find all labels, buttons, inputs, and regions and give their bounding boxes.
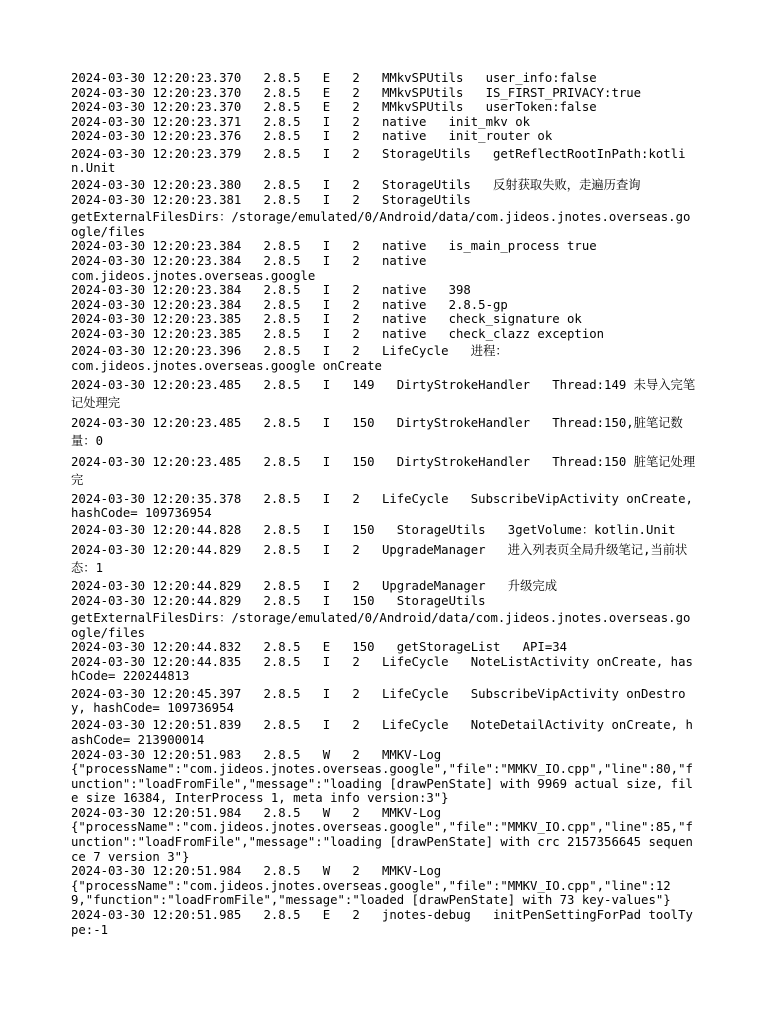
log-line: 2024-03-30 12:20:23.384 2.8.5 I 2 native 2.8.5-gp (71, 297, 508, 312)
log-line-continuation: getExternalFilesDirs：/storage/emulated/0/Android/data/com.jideos.jnotes.overseas.google/files (71, 610, 691, 640)
log-line-continuation: {"processName":"com.jideos.jnotes.overseas.google","file":"MMKV_IO.cpp","line":85,"function":"loadFromFile","message":"loading [drawPenState] with crc 2157356645 sequence 7 version 3"} (71, 820, 693, 864)
log-line: 2024-03-30 12:20:23.385 2.8.5 I 2 native check_signature ok (71, 312, 582, 327)
log-line: 2024-03-30 12:20:23.371 2.8.5 I 2 native init_mkv ok (71, 114, 531, 129)
log-line-continuation: {"processName":"com.jideos.jnotes.overseas.google","file":"MMKV_IO.cpp","line":129,"function":"loadFromFile","message":"loaded [drawPenState] with 73 key-values"} (71, 878, 671, 908)
log-line: 2024-03-30 12:20:44.828 2.8.5 I 150 StorageUtils 3getVolume：kotlin.Unit (71, 523, 676, 538)
log-line: 2024-03-30 12:20:44.829 2.8.5 I 150 StorageUtils (71, 593, 486, 608)
log-line: 2024-03-30 12:20:23.385 2.8.5 I 2 native check_clazz exception (71, 326, 605, 341)
log-line: 2024-03-30 12:20:51.984 2.8.5 W 2 MMKV-Log (71, 805, 442, 820)
log-line: 2024-03-30 12:20:23.384 2.8.5 I 2 native 398 (71, 283, 471, 298)
log-line: 2024-03-30 12:20:23.485 2.8.5 I 150 DirtyStrokeHandler Thread:150 脏笔记处理完 (71, 455, 696, 488)
log-line-continuation: {"processName":"com.jideos.jnotes.overseas.google","file":"MMKV_IO.cpp","line":80,"function":"loadFromFile","message":"loading [drawPenState] with 9969 actual size, file size 16384, InterProcess 1, meta info version:3"} (71, 762, 693, 806)
log-line: 2024-03-30 12:20:35.378 2.8.5 I 2 LifeCycle SubscribeVipActivity onCreate, hashCode= 109736954 (71, 491, 701, 521)
log-line: 2024-03-30 12:20:23.381 2.8.5 I 2 StorageUtils (71, 192, 471, 207)
log-line: 2024-03-30 12:20:51.984 2.8.5 W 2 MMKV-Log (71, 864, 442, 879)
log-line: 2024-03-30 12:20:45.397 2.8.5 I 2 LifeCycle SubscribeVipActivity onDestroy, hashCode= 109736954 (71, 686, 686, 716)
log-line: 2024-03-30 12:20:23.384 2.8.5 I 2 native is_main_process true (71, 239, 597, 254)
log-line: 2024-03-30 12:20:44.829 2.8.5 I 2 UpgradeManager 进入列表页全局升级笔记,当前状态：1 (71, 542, 688, 575)
log-line: 2024-03-30 12:20:23.380 2.8.5 I 2 StorageUtils 反射获取失败，走遍历查询 (71, 178, 641, 193)
log-line: 2024-03-30 12:20:23.396 2.8.5 I 2 LifeCycle 进程： (71, 344, 508, 359)
log-line: 2024-03-30 12:20:23.485 2.8.5 I 150 DirtyStrokeHandler Thread:150,脏笔记数量：0 (71, 416, 683, 449)
log-line-continuation: com.jideos.jnotes.overseas.google (71, 268, 316, 283)
log-line: 2024-03-30 12:20:23.370 2.8.5 E 2 MMkvSPUtils userToken:false (71, 100, 597, 115)
log-line: 2024-03-30 12:20:23.370 2.8.5 E 2 MMkvSPUtils user_info:false (71, 71, 597, 85)
log-line: 2024-03-30 12:20:51.983 2.8.5 W 2 MMKV-Log (71, 747, 442, 762)
log-line: 2024-03-30 12:20:51.985 2.8.5 E 2 jnotes-debug initPenSettingForPad toolType:-1 (71, 908, 693, 937)
log-line: 2024-03-30 12:20:23.379 2.8.5 I 2 StorageUtils getReflectRootInPath:kotlin.Unit (71, 146, 686, 176)
log-line: 2024-03-30 12:20:44.835 2.8.5 I 2 LifeCycle NoteListActivity onCreate, hashCode= 220244813 (71, 654, 693, 684)
log-line: 2024-03-30 12:20:23.370 2.8.5 E 2 MMkvSPUtils IS_FIRST_PRIVACY:true (71, 85, 642, 100)
log-line: 2024-03-30 12:20:44.829 2.8.5 I 2 UpgradeManager 升级完成 (71, 579, 557, 594)
log-line: 2024-03-30 12:20:23.376 2.8.5 I 2 native init_router ok (71, 129, 553, 144)
log-line: 2024-03-30 12:20:23.485 2.8.5 I 149 DirtyStrokeHandler Thread:149 未导入完笔记处理完 (71, 377, 696, 410)
log-line: 2024-03-30 12:20:51.839 2.8.5 I 2 LifeCycle NoteDetailActivity onCreate, hashCode= 213900014 (71, 718, 693, 747)
log-document (71, 71, 701, 937)
log-line-continuation: getExternalFilesDirs：/storage/emulated/0/Android/data/com.jideos.jnotes.overseas.google/files (71, 210, 691, 239)
log-line-continuation: com.jideos.jnotes.overseas.google onCreate (71, 358, 382, 373)
log-line: 2024-03-30 12:20:23.384 2.8.5 I 2 native (71, 253, 427, 268)
log-line: 2024-03-30 12:20:44.832 2.8.5 E 150 getStorageList API=34 (71, 640, 568, 655)
